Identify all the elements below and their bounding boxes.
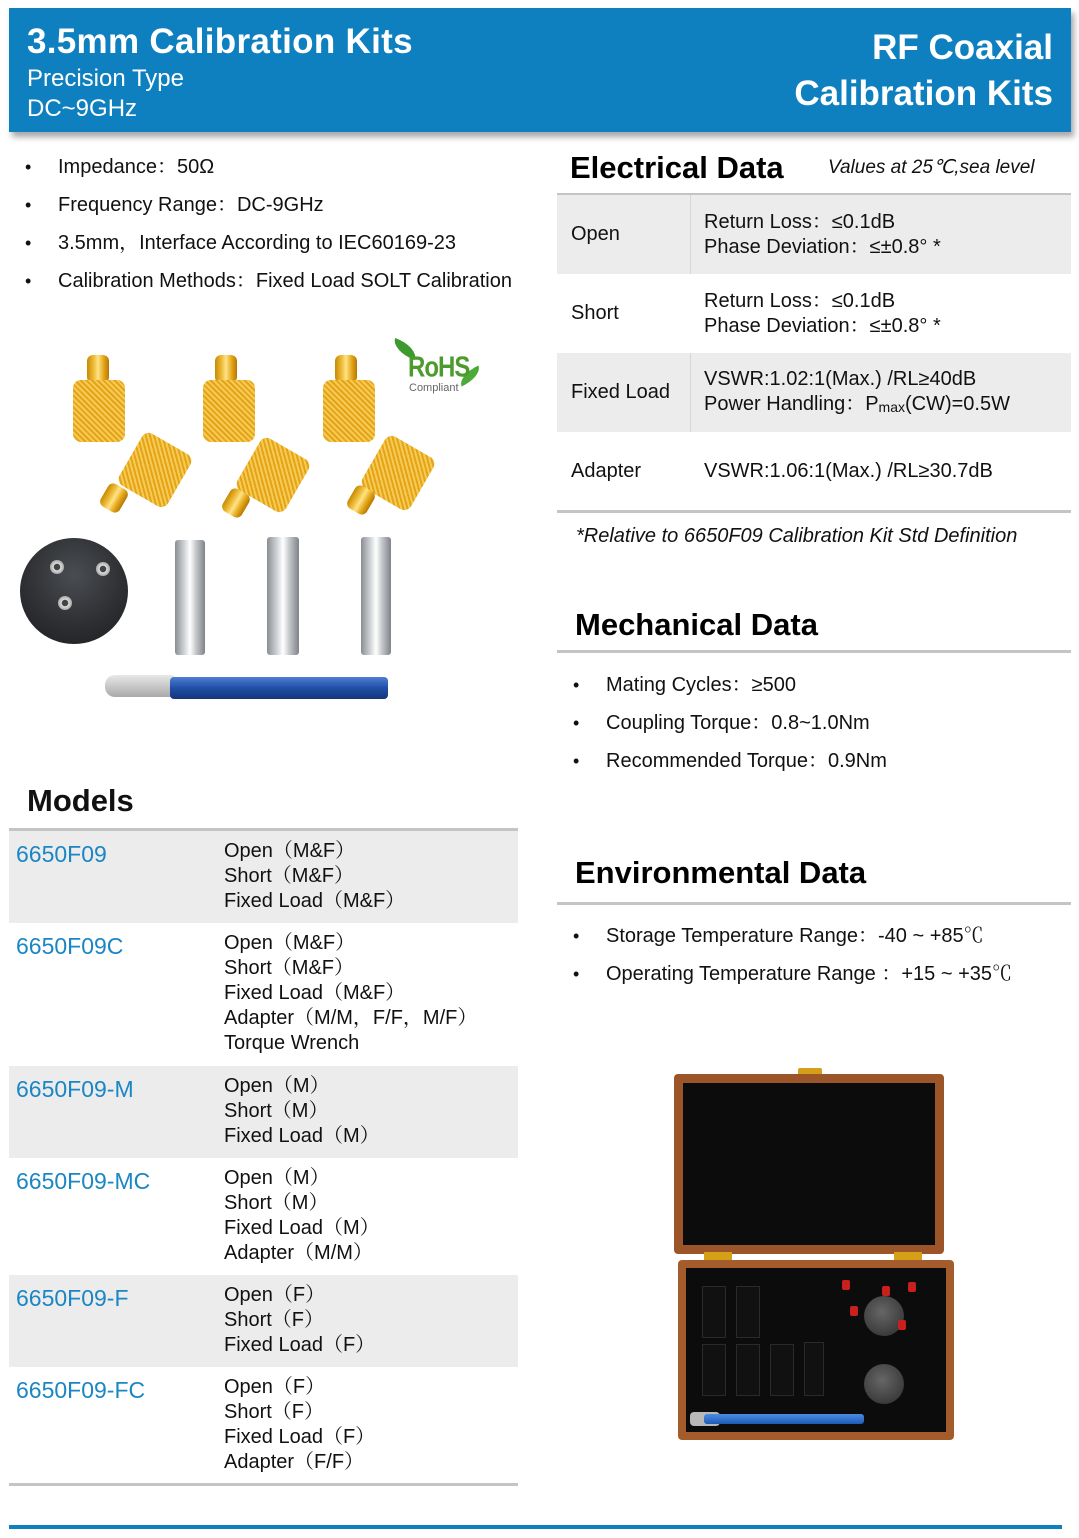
bullet-icon: •	[25, 195, 32, 215]
bullet-icon: •	[25, 233, 32, 253]
bullet-icon: •	[573, 964, 580, 984]
rohs-badge: RoHS Compliant	[390, 338, 485, 398]
footer-bar	[9, 1525, 1062, 1529]
bullet-icon: •	[573, 713, 580, 733]
bullet-icon: •	[25, 157, 32, 177]
subtitle-type: Precision Type	[27, 65, 184, 92]
environmental-data-title: Environmental Data	[575, 855, 867, 890]
divider	[557, 510, 1071, 513]
adapter-icon	[361, 537, 391, 655]
adapter-icon	[267, 537, 299, 655]
table-row: Open Return Loss：≤0.1dB Phase Deviation：≤±0.8° *	[557, 195, 1071, 274]
table-row: 6650F09-MC Open（M） Short（M） Fixed Load（M） Adapter（M/M）	[16, 1167, 380, 1264]
category-title-line2: Calibration Kits	[794, 74, 1053, 113]
torque-wrench-icon	[105, 675, 175, 697]
list-item: • Storage Temperature Range：-40 ~ +85℃	[573, 922, 1073, 960]
torque-wrench-icon	[704, 1414, 864, 1424]
feature-item: • Frequency Range：DC-9GHz	[25, 191, 550, 229]
feature-item: • Calibration Methods：Fixed Load SOLT Calibration	[25, 267, 550, 305]
models-title: Models	[27, 783, 134, 818]
connector-holder-icon	[864, 1364, 904, 1404]
short-standard-icon	[215, 355, 237, 383]
electrical-data-note: Values at 25℃,sea level	[828, 157, 1035, 178]
bullet-icon: •	[573, 675, 580, 695]
feature-item: • 3.5mm，Interface According to IEC60169-23	[25, 229, 550, 267]
header-banner	[9, 8, 1071, 132]
connector-holder-icon	[864, 1296, 904, 1336]
bullet-icon: •	[25, 271, 32, 291]
feature-list	[25, 153, 550, 305]
load-standard-icon	[323, 380, 375, 442]
environmental-list	[573, 922, 1073, 998]
adapter-icon	[175, 540, 205, 655]
electrical-footnote: *Relative to 6650F09 Calibration Kit Std Definition	[576, 525, 1018, 547]
divider	[557, 902, 1071, 905]
open-standard-icon	[73, 380, 125, 442]
list-item: • Operating Temperature Range ：+15 ~ +35℃	[573, 960, 1073, 998]
model-link[interactable]: 6650F09-FC	[16, 1377, 146, 1403]
table-row: 6650F09-F Open（F） Short（F） Fixed Load（F）	[9, 1275, 518, 1367]
calibration-case-photo	[674, 1074, 946, 1440]
subtitle-range: DC~9GHz	[27, 95, 138, 122]
feature-item: • Impedance：50Ω	[25, 153, 550, 191]
page-title: 3.5mm Calibration Kits	[27, 22, 413, 61]
table-row: Adapter VSWR:1.06:1(Max.) /RL≥30.7dB	[571, 460, 993, 482]
connector-holder-icon	[20, 538, 128, 644]
table-row: Fixed Load VSWR:1.02:1(Max.) /RL≥40dB Power Handling：$P_{max}(CW)=0.5W$	[557, 353, 1071, 432]
table-row: 6650F09-FC Open（F） Short（F） Fixed Load（F） Adapter（F/F）	[16, 1376, 376, 1473]
open-standard-icon	[87, 355, 109, 383]
torque-wrench-icon	[170, 677, 388, 699]
load-standard-icon	[335, 355, 357, 383]
divider	[9, 1483, 518, 1486]
model-link[interactable]: 6650F09-M	[16, 1076, 134, 1102]
category-title-line1: RF Coaxial	[872, 28, 1053, 67]
bullet-icon: •	[573, 926, 580, 946]
table-row: 6650F09-M Open（M） Short（M） Fixed Load（M）	[9, 1066, 518, 1158]
model-link[interactable]: 6650F09-MC	[16, 1168, 151, 1194]
model-link[interactable]: 6650F09	[16, 841, 107, 867]
table-row: 6650F09 Open（M&F） Short（M&F） Fixed Load（M&F）	[9, 831, 518, 923]
models-table	[9, 828, 518, 1484]
table-row: 6650F09C Open（M&F） Short（M&F） Fixed Load（M&F） Adapter（M/M，F/F，M/F） Torque Wrench	[16, 932, 478, 1054]
list-item: • Mating Cycles：≥500	[573, 671, 1073, 709]
table-row: Short Return Loss：≤0.1dB Phase Deviation：≤±0.8° *	[571, 289, 941, 337]
electrical-data-title: Electrical Data	[570, 150, 784, 185]
short-standard-icon	[203, 380, 255, 442]
product-photo	[15, 335, 495, 715]
mechanical-list	[573, 671, 1073, 785]
open-standard-icon	[116, 430, 194, 510]
list-item: • Coupling Torque：0.8~1.0Nm	[573, 709, 1073, 747]
bullet-icon: •	[573, 751, 580, 771]
model-link[interactable]: 6650F09-F	[16, 1285, 129, 1311]
model-link[interactable]: 6650F09C	[16, 933, 124, 959]
list-item: • Recommended Torque：0.9Nm	[573, 747, 1073, 785]
divider	[557, 650, 1071, 653]
mechanical-data-title: Mechanical Data	[575, 607, 818, 642]
electrical-table	[557, 195, 1071, 511]
